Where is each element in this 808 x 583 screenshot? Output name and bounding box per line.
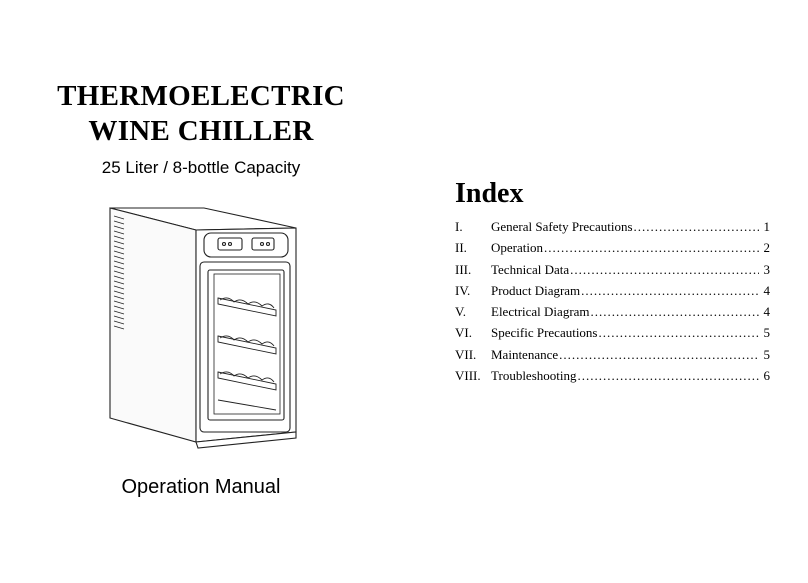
operation-manual-label: Operation Manual <box>121 476 281 498</box>
index-entry-page: 1 <box>763 219 770 234</box>
dot-leader <box>577 368 759 384</box>
dot-leader <box>544 240 759 256</box>
index-entry-title: Electrical Diagram <box>491 304 590 320</box>
index-entry-number: III. <box>455 261 472 277</box>
index-entry <box>455 368 770 389</box>
title-line-2: WINE CHILLER <box>88 115 314 147</box>
index-entry <box>455 304 770 325</box>
wine-chiller-illustration <box>100 200 310 450</box>
capacity-subtitle: 25 Liter / 8-bottle Capacity <box>101 158 301 177</box>
index-entry-page: 5 <box>763 325 770 341</box>
index-entry-title: Maintenance <box>491 346 559 362</box>
index-entry-page: 4 <box>763 282 770 298</box>
dot-leader <box>599 325 760 341</box>
index-entry-number: V. <box>455 304 466 320</box>
dot-leader <box>634 219 759 235</box>
index-entry-title: Technical Data <box>491 261 570 277</box>
index-entry-page: 4 <box>763 304 770 320</box>
dot-leader <box>591 304 759 320</box>
index-entry-page: 2 <box>763 240 770 256</box>
index-entry-number: IV. <box>455 282 471 298</box>
dot-leader <box>559 347 759 363</box>
index-entry-title: Product Diagram <box>491 282 581 298</box>
index-entry <box>455 325 770 346</box>
dot-leader <box>581 283 759 299</box>
index-entry <box>455 240 770 261</box>
index-entry-number: VI. <box>455 325 472 341</box>
index-entry-title: Specific Precautions <box>491 325 598 341</box>
dot-leader <box>570 262 759 278</box>
index-entry <box>455 283 770 304</box>
index-entry-title: Troubleshooting <box>491 368 577 384</box>
index-list <box>455 219 770 389</box>
index-entry <box>455 219 770 240</box>
index-entry-page: 5 <box>763 346 770 362</box>
index-entry-page: 6 <box>763 368 770 384</box>
index-entry-number: I. <box>455 219 463 234</box>
index-heading: Index <box>455 178 524 209</box>
index-entry-number: VII. <box>455 346 477 362</box>
index-entry <box>455 347 770 368</box>
index-entry-number: VIII. <box>455 368 481 384</box>
index-entry-page: 3 <box>763 261 770 277</box>
index-entry-title: Operation <box>491 240 543 256</box>
title-line-1: THERMOELECTRIC <box>57 80 345 112</box>
index-entry-title: General Safety Precautions <box>491 219 633 234</box>
index-entry-number: II. <box>455 240 467 256</box>
index-entry <box>455 262 770 283</box>
